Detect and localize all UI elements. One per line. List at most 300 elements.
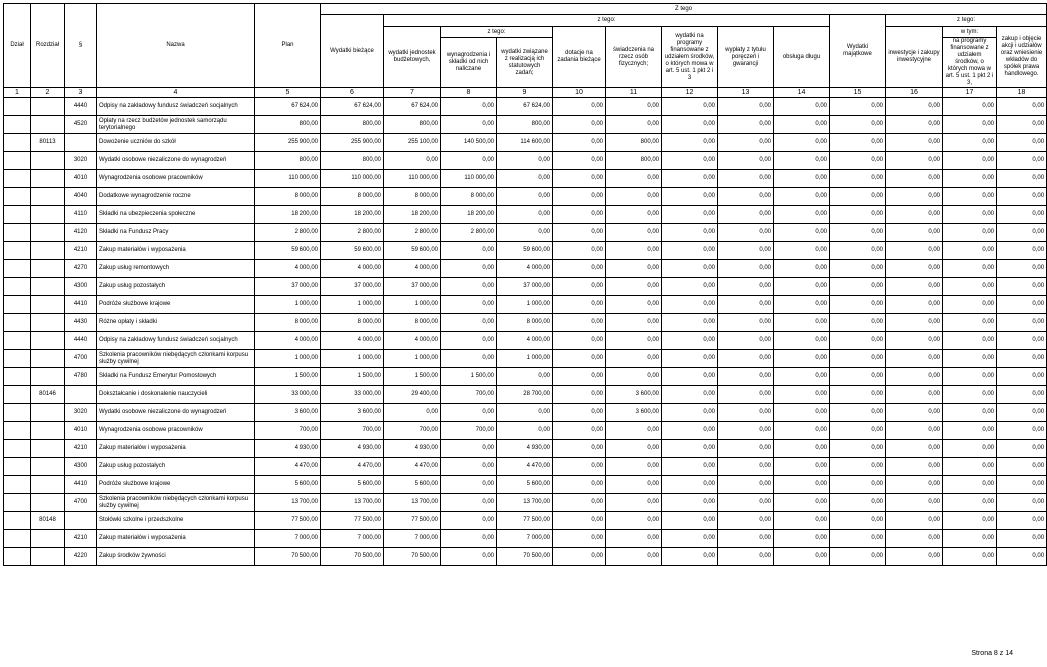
- cell-value: 1 000,00: [384, 296, 441, 314]
- cell-dzial: [4, 386, 31, 404]
- cell-value: 0,00: [886, 476, 943, 494]
- cell-value: 0,00: [441, 152, 497, 170]
- cell-nazwa: Dowożenie uczniów do szkół: [97, 134, 255, 152]
- cell-value: 37 000,00: [255, 278, 321, 296]
- cell-value: 0,00: [997, 188, 1047, 206]
- page-footer: Strona 8 z 14: [971, 650, 1013, 657]
- cell-paragraf: 4430: [65, 314, 97, 332]
- cell-value: 0,00: [943, 224, 997, 242]
- cell-value: 0,00: [441, 512, 497, 530]
- cell-nazwa: Dokształcanie i doskonalenie nauczycieli: [97, 386, 255, 404]
- cell-value: 0,00: [553, 494, 606, 512]
- cell-value: 0,00: [553, 530, 606, 548]
- cell-value: 0,00: [886, 278, 943, 296]
- header-wydatki-biezace: Wydatki bieżące: [321, 15, 384, 88]
- cell-value: 110 000,00: [255, 170, 321, 188]
- cell-rozdzial: [31, 314, 65, 332]
- table-row: [4, 224, 1047, 242]
- cell-value: 0,00: [943, 98, 997, 116]
- cell-value: 0,00: [553, 386, 606, 404]
- cell-value: 0,00: [774, 530, 830, 548]
- cell-dzial: [4, 116, 31, 134]
- cell-value: 0,00: [553, 152, 606, 170]
- cell-value: 13 700,00: [384, 494, 441, 512]
- cell-value: 4 000,00: [497, 332, 553, 350]
- table-row: [4, 476, 1047, 494]
- cell-value: 0,00: [886, 512, 943, 530]
- table-row: [4, 278, 1047, 296]
- cell-value: 0,00: [718, 98, 774, 116]
- cell-value: 0,00: [718, 170, 774, 188]
- column-number: 2: [31, 88, 65, 98]
- cell-value: 0,00: [662, 188, 718, 206]
- cell-value: 0,00: [662, 440, 718, 458]
- cell-value: 0,00: [553, 548, 606, 566]
- cell-value: 0,00: [830, 440, 886, 458]
- cell-value: 1 500,00: [384, 368, 441, 386]
- cell-value: 0,00: [606, 440, 662, 458]
- header-wydatki-majatkowe: Wydatki majątkowe: [830, 15, 886, 88]
- cell-nazwa: Wydatki osobowe niezaliczone do wynagrodzeń: [97, 404, 255, 422]
- cell-nazwa: Opłaty na rzecz budżetów jednostek samorządu terytorialnego: [97, 116, 255, 134]
- cell-value: 0,00: [830, 458, 886, 476]
- cell-value: 0,00: [662, 422, 718, 440]
- table-row: [4, 548, 1047, 566]
- cell-value: 0,00: [497, 206, 553, 224]
- cell-value: 0,00: [553, 368, 606, 386]
- cell-rozdzial: [31, 494, 65, 512]
- cell-nazwa: Zakup materiałów i wyposażenia: [97, 530, 255, 548]
- cell-value: 0,00: [441, 530, 497, 548]
- cell-value: 0,00: [886, 548, 943, 566]
- header-swiadczenia: świadczenia na rzecz osób fizycznych;: [606, 27, 662, 88]
- cell-value: 0,00: [441, 458, 497, 476]
- cell-value: 0,00: [497, 224, 553, 242]
- cell-value: 1 000,00: [497, 350, 553, 368]
- cell-rozdzial: [31, 548, 65, 566]
- cell-value: 0,00: [886, 458, 943, 476]
- cell-value: 5 600,00: [384, 476, 441, 494]
- cell-value: 0,00: [662, 386, 718, 404]
- cell-value: 0,00: [943, 134, 997, 152]
- cell-nazwa: Odpisy na zakładowy fundusz świadczeń socjalnych: [97, 98, 255, 116]
- cell-value: 800,00: [606, 134, 662, 152]
- cell-rozdzial: [31, 278, 65, 296]
- cell-value: 0,00: [997, 260, 1047, 278]
- cell-value: 0,00: [830, 116, 886, 134]
- cell-paragraf: 4210: [65, 440, 97, 458]
- cell-value: 4 000,00: [255, 260, 321, 278]
- cell-value: 0,00: [553, 206, 606, 224]
- table-body: [4, 98, 1047, 566]
- cell-value: 0,00: [441, 494, 497, 512]
- cell-nazwa: Zakup usług pozostałych: [97, 458, 255, 476]
- cell-value: 0,00: [943, 170, 997, 188]
- header-z-tego: Z tego: [321, 4, 1047, 15]
- cell-rozdzial: [31, 170, 65, 188]
- cell-value: 3 600,00: [255, 404, 321, 422]
- cell-paragraf: [65, 386, 97, 404]
- cell-value: 0,00: [830, 422, 886, 440]
- cell-value: 0,00: [886, 224, 943, 242]
- cell-rozdzial: [31, 440, 65, 458]
- cell-dzial: [4, 152, 31, 170]
- cell-value: 0,00: [997, 368, 1047, 386]
- cell-value: 0,00: [662, 224, 718, 242]
- cell-nazwa: Różne opłaty i składki: [97, 314, 255, 332]
- column-number: 4: [97, 88, 255, 98]
- cell-value: 7 000,00: [384, 530, 441, 548]
- cell-value: 0,00: [606, 278, 662, 296]
- cell-value: 4 000,00: [321, 260, 384, 278]
- cell-paragraf: 4410: [65, 296, 97, 314]
- cell-value: 70 500,00: [255, 548, 321, 566]
- cell-value: 0,00: [662, 242, 718, 260]
- cell-value: 0,00: [886, 134, 943, 152]
- cell-value: 0,00: [662, 476, 718, 494]
- cell-value: 0,00: [886, 440, 943, 458]
- header-wydatki-jednostek: wydatki jednostek budżetowych,: [384, 27, 441, 88]
- cell-value: 0,00: [943, 152, 997, 170]
- cell-value: 0,00: [553, 440, 606, 458]
- cell-value: 0,00: [718, 404, 774, 422]
- cell-value: 0,00: [830, 350, 886, 368]
- cell-nazwa: Zakup materiałów i wyposażenia: [97, 440, 255, 458]
- cell-value: 0,00: [662, 404, 718, 422]
- cell-value: 70 500,00: [384, 548, 441, 566]
- cell-value: 0,00: [943, 512, 997, 530]
- cell-value: 0,00: [997, 314, 1047, 332]
- cell-paragraf: 3020: [65, 404, 97, 422]
- cell-dzial: [4, 530, 31, 548]
- cell-value: 0,00: [886, 116, 943, 134]
- cell-value: 18 200,00: [321, 206, 384, 224]
- cell-value: 0,00: [662, 314, 718, 332]
- table-row: [4, 260, 1047, 278]
- header-zadania-statutowe: wydatki związane z realizacją ich statutowych zadań;: [497, 38, 553, 88]
- cell-nazwa: Składki na Fundusz Pracy: [97, 224, 255, 242]
- cell-value: 0,00: [662, 332, 718, 350]
- cell-value: 0,00: [774, 224, 830, 242]
- cell-value: 0,00: [943, 458, 997, 476]
- cell-value: 67 624,00: [321, 98, 384, 116]
- cell-value: 4 930,00: [497, 440, 553, 458]
- cell-value: 0,00: [553, 350, 606, 368]
- cell-value: 0,00: [943, 404, 997, 422]
- cell-value: 8 000,00: [321, 314, 384, 332]
- cell-value: 4 000,00: [255, 332, 321, 350]
- cell-value: 0,00: [943, 476, 997, 494]
- cell-value: 7 000,00: [255, 530, 321, 548]
- cell-value: 0,00: [606, 494, 662, 512]
- cell-value: 0,00: [718, 386, 774, 404]
- cell-value: 0,00: [441, 242, 497, 260]
- cell-value: 0,00: [606, 512, 662, 530]
- cell-value: 0,00: [662, 278, 718, 296]
- cell-dzial: [4, 278, 31, 296]
- cell-paragraf: 4120: [65, 224, 97, 242]
- cell-nazwa: Stołówki szkolne i przedszkolne: [97, 512, 255, 530]
- cell-value: 2 800,00: [255, 224, 321, 242]
- cell-value: 0,00: [606, 368, 662, 386]
- cell-value: 0,00: [774, 422, 830, 440]
- cell-nazwa: Podróże służbowe krajowe: [97, 476, 255, 494]
- cell-value: 0,00: [718, 440, 774, 458]
- cell-value: 0,00: [662, 134, 718, 152]
- column-number: 3: [65, 88, 97, 98]
- cell-value: 0,00: [774, 332, 830, 350]
- cell-value: 2 800,00: [321, 224, 384, 242]
- cell-paragraf: 4110: [65, 206, 97, 224]
- cell-value: 0,00: [441, 440, 497, 458]
- cell-value: 0,00: [830, 332, 886, 350]
- cell-value: 8 000,00: [497, 314, 553, 332]
- table-row: [4, 314, 1047, 332]
- cell-value: 0,00: [606, 422, 662, 440]
- cell-value: 700,00: [321, 422, 384, 440]
- cell-value: 0,00: [997, 296, 1047, 314]
- cell-value: 0,00: [886, 206, 943, 224]
- cell-value: 0,00: [497, 170, 553, 188]
- cell-nazwa: Zakup usług pozostałych: [97, 278, 255, 296]
- cell-paragraf: 4040: [65, 188, 97, 206]
- cell-value: 110 000,00: [384, 170, 441, 188]
- cell-rozdzial: [31, 224, 65, 242]
- cell-dzial: [4, 260, 31, 278]
- cell-value: 0,00: [997, 422, 1047, 440]
- cell-dzial: [4, 224, 31, 242]
- header-z-tego-jednostek: z tego:: [441, 27, 553, 38]
- cell-value: 4 470,00: [497, 458, 553, 476]
- cell-dzial: [4, 206, 31, 224]
- cell-value: 0,00: [997, 494, 1047, 512]
- cell-value: 28 700,00: [497, 386, 553, 404]
- cell-value: 0,00: [886, 368, 943, 386]
- cell-value: 0,00: [774, 476, 830, 494]
- table-row: [4, 440, 1047, 458]
- cell-value: 0,00: [441, 548, 497, 566]
- cell-value: 0,00: [774, 206, 830, 224]
- cell-paragraf: 4700: [65, 494, 97, 512]
- cell-value: 0,00: [441, 98, 497, 116]
- cell-rozdzial: [31, 476, 65, 494]
- cell-value: 800,00: [384, 116, 441, 134]
- cell-value: 0,00: [606, 314, 662, 332]
- cell-value: 0,00: [830, 512, 886, 530]
- cell-value: 0,00: [662, 296, 718, 314]
- cell-nazwa: Zakup środków żywności: [97, 548, 255, 566]
- cell-value: 0,00: [441, 476, 497, 494]
- cell-value: 2 800,00: [441, 224, 497, 242]
- cell-value: 0,00: [886, 350, 943, 368]
- cell-paragraf: [65, 512, 97, 530]
- cell-value: 4 470,00: [321, 458, 384, 476]
- cell-value: 0,00: [662, 98, 718, 116]
- cell-value: 0,00: [830, 242, 886, 260]
- cell-value: 0,00: [997, 512, 1047, 530]
- cell-dzial: [4, 422, 31, 440]
- cell-value: 0,00: [830, 170, 886, 188]
- cell-paragraf: 4270: [65, 260, 97, 278]
- cell-value: 0,00: [774, 386, 830, 404]
- cell-value: 0,00: [774, 404, 830, 422]
- cell-nazwa: Odpisy na zakładowy fundusz świadczeń socjalnych: [97, 332, 255, 350]
- cell-value: 0,00: [606, 296, 662, 314]
- cell-value: 0,00: [830, 188, 886, 206]
- cell-rozdzial: [31, 116, 65, 134]
- table-row: [4, 242, 1047, 260]
- table-row: [4, 404, 1047, 422]
- cell-value: 0,00: [553, 278, 606, 296]
- cell-value: 0,00: [943, 332, 997, 350]
- header-z-tego-majatkowe: z tego:: [886, 15, 1047, 27]
- cell-value: 0,00: [886, 188, 943, 206]
- cell-value: 0,00: [943, 116, 997, 134]
- cell-value: 255 900,00: [321, 134, 384, 152]
- cell-value: 0,00: [606, 548, 662, 566]
- column-number: 13: [718, 88, 774, 98]
- column-number: 18: [997, 88, 1047, 98]
- cell-value: 0,00: [886, 296, 943, 314]
- cell-dzial: [4, 548, 31, 566]
- cell-value: 0,00: [830, 296, 886, 314]
- cell-value: 0,00: [774, 458, 830, 476]
- cell-value: 59 600,00: [255, 242, 321, 260]
- column-number: 8: [441, 88, 497, 98]
- cell-value: 0,00: [830, 368, 886, 386]
- cell-value: 0,00: [553, 116, 606, 134]
- cell-nazwa: Zakup usług remontowych: [97, 260, 255, 278]
- cell-value: 0,00: [718, 368, 774, 386]
- cell-dzial: [4, 170, 31, 188]
- cell-value: 0,00: [830, 530, 886, 548]
- cell-value: 4 000,00: [384, 332, 441, 350]
- cell-rozdzial: [31, 368, 65, 386]
- cell-value: 1 000,00: [384, 350, 441, 368]
- cell-value: 0,00: [997, 242, 1047, 260]
- cell-value: 0,00: [943, 314, 997, 332]
- cell-value: 3 600,00: [606, 404, 662, 422]
- cell-nazwa: Składki na Fundusz Emerytur Pomostowych: [97, 368, 255, 386]
- cell-value: 800,00: [255, 116, 321, 134]
- cell-nazwa: Szkolenia pracowników niebędących członkami korpusu służby cywilnej: [97, 350, 255, 368]
- cell-value: 0,00: [662, 368, 718, 386]
- cell-value: 0,00: [997, 476, 1047, 494]
- cell-dzial: [4, 332, 31, 350]
- cell-value: 800,00: [321, 116, 384, 134]
- cell-value: 0,00: [997, 404, 1047, 422]
- cell-value: 800,00: [497, 116, 553, 134]
- cell-value: 0,00: [384, 404, 441, 422]
- cell-value: 0,00: [662, 206, 718, 224]
- cell-value: 0,00: [553, 98, 606, 116]
- cell-value: 0,00: [886, 170, 943, 188]
- cell-value: 70 500,00: [497, 548, 553, 566]
- cell-value: 7 000,00: [497, 530, 553, 548]
- cell-nazwa: Wynagrodzenia osobowe pracowników: [97, 170, 255, 188]
- cell-value: 5 600,00: [321, 476, 384, 494]
- cell-value: 0,00: [830, 476, 886, 494]
- header-programy: wydatki na programy finansowane z udziałem środków, o których mowa w art. 5 ust. 1 pkt 2 i 3: [662, 27, 718, 88]
- cell-value: 0,00: [774, 512, 830, 530]
- cell-value: 77 500,00: [255, 512, 321, 530]
- budget-table: [3, 3, 1047, 566]
- cell-value: 0,00: [606, 188, 662, 206]
- cell-value: 18 200,00: [384, 206, 441, 224]
- cell-value: 0,00: [553, 404, 606, 422]
- header-paragraf: §: [65, 4, 97, 88]
- cell-rozdzial: [31, 242, 65, 260]
- cell-value: 0,00: [943, 530, 997, 548]
- cell-paragraf: 4520: [65, 116, 97, 134]
- cell-rozdzial: [31, 422, 65, 440]
- cell-value: 0,00: [718, 188, 774, 206]
- cell-value: 0,00: [997, 134, 1047, 152]
- cell-value: 4 930,00: [321, 440, 384, 458]
- cell-value: 0,00: [830, 548, 886, 566]
- cell-value: 0,00: [662, 350, 718, 368]
- header-obsluga-dlugu: obsługa długu: [774, 27, 830, 88]
- cell-value: 0,00: [886, 260, 943, 278]
- column-number: 7: [384, 88, 441, 98]
- column-number: 16: [886, 88, 943, 98]
- cell-value: 0,00: [830, 224, 886, 242]
- cell-value: 700,00: [441, 422, 497, 440]
- cell-value: 4 000,00: [497, 260, 553, 278]
- cell-value: 700,00: [441, 386, 497, 404]
- cell-paragraf: 4780: [65, 368, 97, 386]
- cell-value: 0,00: [774, 242, 830, 260]
- cell-value: 0,00: [830, 278, 886, 296]
- cell-value: 77 500,00: [321, 512, 384, 530]
- table-row: [4, 206, 1047, 224]
- cell-rozdzial: [31, 332, 65, 350]
- cell-value: 0,00: [886, 98, 943, 116]
- cell-value: 0,00: [943, 494, 997, 512]
- cell-value: 0,00: [886, 404, 943, 422]
- cell-value: 0,00: [606, 242, 662, 260]
- cell-value: 0,00: [943, 350, 997, 368]
- cell-rozdzial: [31, 260, 65, 278]
- cell-value: 0,00: [718, 206, 774, 224]
- cell-value: 0,00: [943, 206, 997, 224]
- cell-value: 0,00: [997, 440, 1047, 458]
- cell-value: 0,00: [497, 188, 553, 206]
- cell-value: 3 600,00: [606, 386, 662, 404]
- cell-value: 8 000,00: [384, 188, 441, 206]
- cell-value: 4 930,00: [255, 440, 321, 458]
- cell-paragraf: 4220: [65, 548, 97, 566]
- cell-value: 0,00: [497, 152, 553, 170]
- cell-value: 0,00: [718, 242, 774, 260]
- cell-value: 0,00: [441, 314, 497, 332]
- cell-paragraf: 4410: [65, 476, 97, 494]
- cell-dzial: [4, 512, 31, 530]
- column-number: 17: [943, 88, 997, 98]
- cell-dzial: [4, 314, 31, 332]
- cell-value: 0,00: [662, 152, 718, 170]
- cell-value: 0,00: [997, 152, 1047, 170]
- cell-value: 0,00: [997, 116, 1047, 134]
- cell-value: 0,00: [606, 98, 662, 116]
- cell-value: 0,00: [774, 260, 830, 278]
- cell-value: 0,00: [553, 458, 606, 476]
- cell-value: 0,00: [718, 332, 774, 350]
- cell-value: 8 000,00: [255, 188, 321, 206]
- column-number: 15: [830, 88, 886, 98]
- cell-value: 2 800,00: [384, 224, 441, 242]
- table-row: [4, 368, 1047, 386]
